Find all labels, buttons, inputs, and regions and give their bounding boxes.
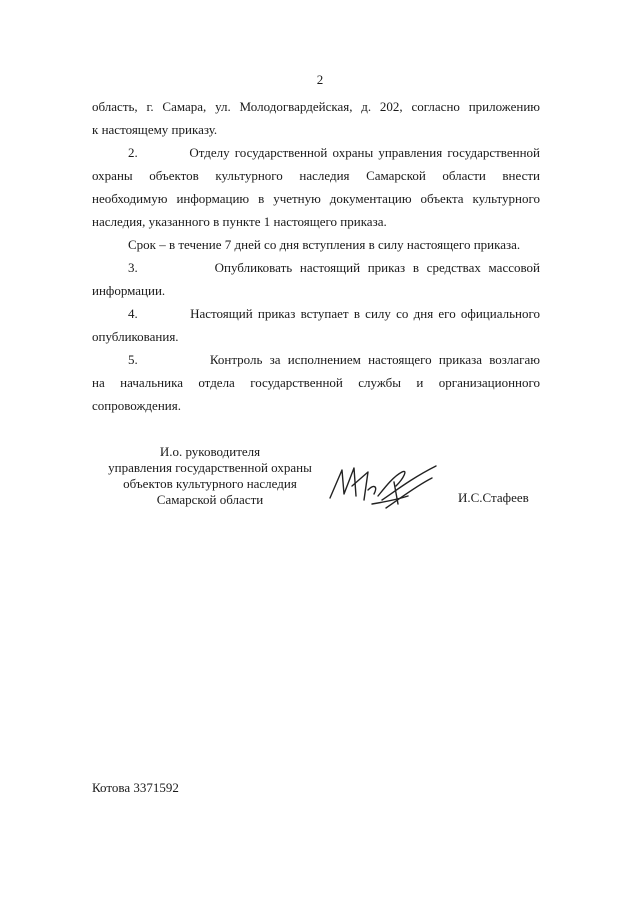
paragraph-5-line-2: на начальника отдела государственной службы и организационного bbox=[92, 375, 540, 390]
paragraph-1-line-1: область, г. Самара, ул. Молодогвардейская, д. 202, согласно приложению bbox=[92, 99, 540, 114]
deadline-line: Срок – в течение 7 дней со дня вступления в силу настоящего приказа. bbox=[128, 237, 521, 252]
paragraph-4-line-2: опубликования. bbox=[92, 329, 179, 344]
signatory-position-line-1: И.о. руководителя bbox=[159, 444, 261, 459]
handwritten-signature bbox=[324, 456, 444, 516]
paragraph-4-line-1: 4. Настоящий приказ вступает в силу со дня его официального bbox=[128, 306, 540, 321]
paragraph-2-line-3: необходимую информацию в учетную документацию объекта культурного bbox=[92, 191, 540, 206]
paragraph-5-line-3: сопровождения. bbox=[92, 398, 181, 413]
paragraph-3-line-1: 3. Опубликовать настоящий приказ в средствах массовой bbox=[128, 260, 540, 275]
page-number: 2 bbox=[316, 72, 324, 87]
paragraph-2-line-4: наследия, указанного в пункте 1 настоящего приказа. bbox=[92, 214, 387, 229]
paragraph-1-line-2: к настоящему приказу. bbox=[92, 122, 218, 137]
paragraph-5-line-1: 5. Контроль за исполнением настоящего приказа возлагаю bbox=[128, 352, 540, 367]
paragraph-3-line-2: информации. bbox=[92, 283, 166, 298]
signatory-position-line-3: объектов культурного наследия bbox=[123, 476, 297, 491]
paragraph-2-line-1: 2. Отделу государственной охраны управления государственной bbox=[128, 145, 540, 160]
signatory-position-line-2: управления государственной охраны bbox=[108, 460, 312, 475]
signatory-position-line-4: Самарской области bbox=[156, 492, 264, 507]
signer-name: И.С.Стафеев bbox=[458, 490, 529, 505]
paragraph-2-line-2: охраны объектов культурного наследия Самарской области внести bbox=[92, 168, 540, 183]
executor-contact: Котова 3371592 bbox=[92, 780, 179, 795]
